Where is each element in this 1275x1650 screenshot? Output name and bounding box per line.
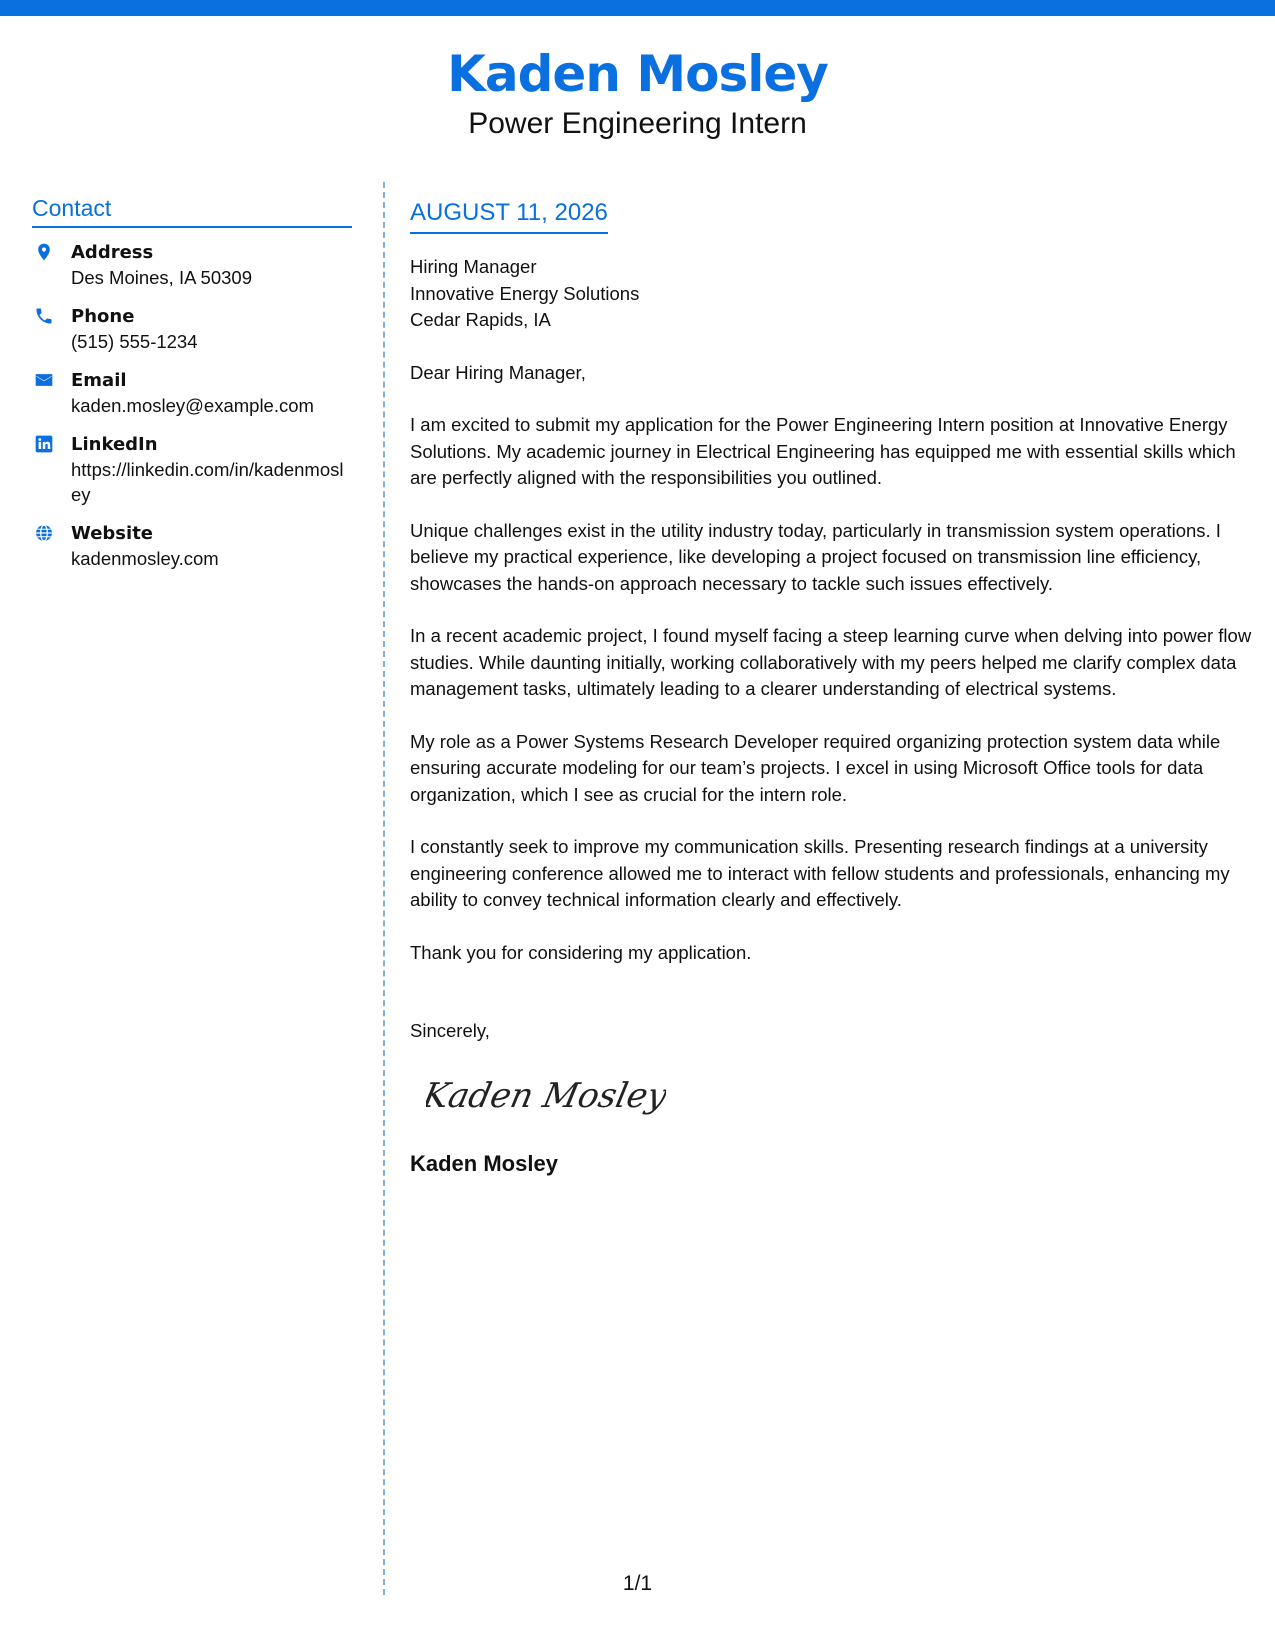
- signer-name: Kaden Mosley: [410, 1151, 558, 1176]
- letter-paragraph: My role as a Power Systems Research Developer required organizing protection system data while ensuring accurate modeling for our team’s projects. I excel in using Microsoft Office tools for data organization, which I see as crucial for the intern role.: [410, 730, 1221, 805]
- contact-value: kadenmosley.com: [71, 548, 219, 569]
- contact-sidebar: [32, 194, 352, 585]
- linkedin-icon: [34, 434, 54, 454]
- applicant-name: Kaden Mosley: [447, 45, 828, 103]
- letter-body: [410, 198, 1255, 1178]
- contact-label: Email: [71, 370, 127, 391]
- recipient-line: Cedar Rapids, IA: [410, 309, 551, 330]
- contact-item-email: [32, 368, 352, 418]
- header: [0, 44, 1275, 142]
- contact-value: https://linkedin.com/in/kadenmosley: [71, 459, 344, 505]
- top-accent-bar: [0, 0, 1275, 16]
- letter-paragraph: I am excited to submit my application for the Power Engineering Intern position at Innovative Energy Solutions. My academic journey in Electrical Engineering has equipped me with essential skills which are perfectly aligned with the responsibilities you outlined.: [410, 414, 1236, 488]
- contact-item-linkedin: [32, 432, 352, 507]
- handwritten-signature: [426, 1065, 666, 1125]
- contact-label: Address: [71, 242, 154, 263]
- contact-label: Website: [71, 523, 154, 544]
- phone-icon: [34, 306, 54, 326]
- contact-value: (515) 555-1234: [71, 331, 198, 352]
- contact-label: Phone: [71, 306, 135, 327]
- recipient-line: Hiring Manager: [410, 256, 537, 277]
- contact-item-website: [32, 521, 352, 571]
- page-number: 1/1: [622, 1572, 653, 1595]
- column-divider: [383, 182, 385, 1595]
- map-pin-icon: [34, 242, 54, 262]
- letter-paragraph: Unique challenges exist in the utility industry today, particularly in transmission system operations. I believe my practical experience, like developing a project focused on transmission line efficiency, showcases the hands-on approach necessary to tackle such issues effectively.: [410, 519, 1221, 594]
- email-icon: [34, 370, 54, 390]
- contact-list: [32, 240, 352, 571]
- thanks-line: Thank you for considering my application.: [410, 941, 752, 963]
- contact-item-address: [32, 240, 352, 290]
- letter-paragraph: I constantly seek to improve my communication skills. Presenting research findings at a university engineering conference allowed me to interact with fellow students and professionals, enhancing my ability to convey technical information clearly and effectively.: [410, 836, 1230, 910]
- contact-item-phone: [32, 304, 352, 354]
- contact-section-title: Contact: [32, 194, 352, 228]
- contact-label: LinkedIn: [71, 434, 158, 455]
- letter-paragraph: In a recent academic project, I found myself facing a steep learning curve when delving into power flow studies. While daunting initially, working collaboratively with my peers helped me clarify complex data management tasks, ultimately leading to a clearer understanding of electrical systems.: [410, 625, 1252, 699]
- salutation: Dear Hiring Manager,: [410, 361, 586, 383]
- globe-icon: [34, 523, 54, 543]
- contact-value: Des Moines, IA 50309: [71, 267, 252, 288]
- recipient-block: [410, 254, 1255, 334]
- letter-date: AUGUST 11, 2026: [410, 198, 608, 234]
- contact-value: kaden.mosley@example.com: [71, 395, 314, 416]
- closing-line: Sincerely,: [410, 1020, 490, 1041]
- applicant-role: Power Engineering Intern: [468, 107, 807, 140]
- recipient-line: Innovative Energy Solutions: [410, 282, 640, 304]
- signature-text: Kaden Mosley: [426, 1075, 666, 1116]
